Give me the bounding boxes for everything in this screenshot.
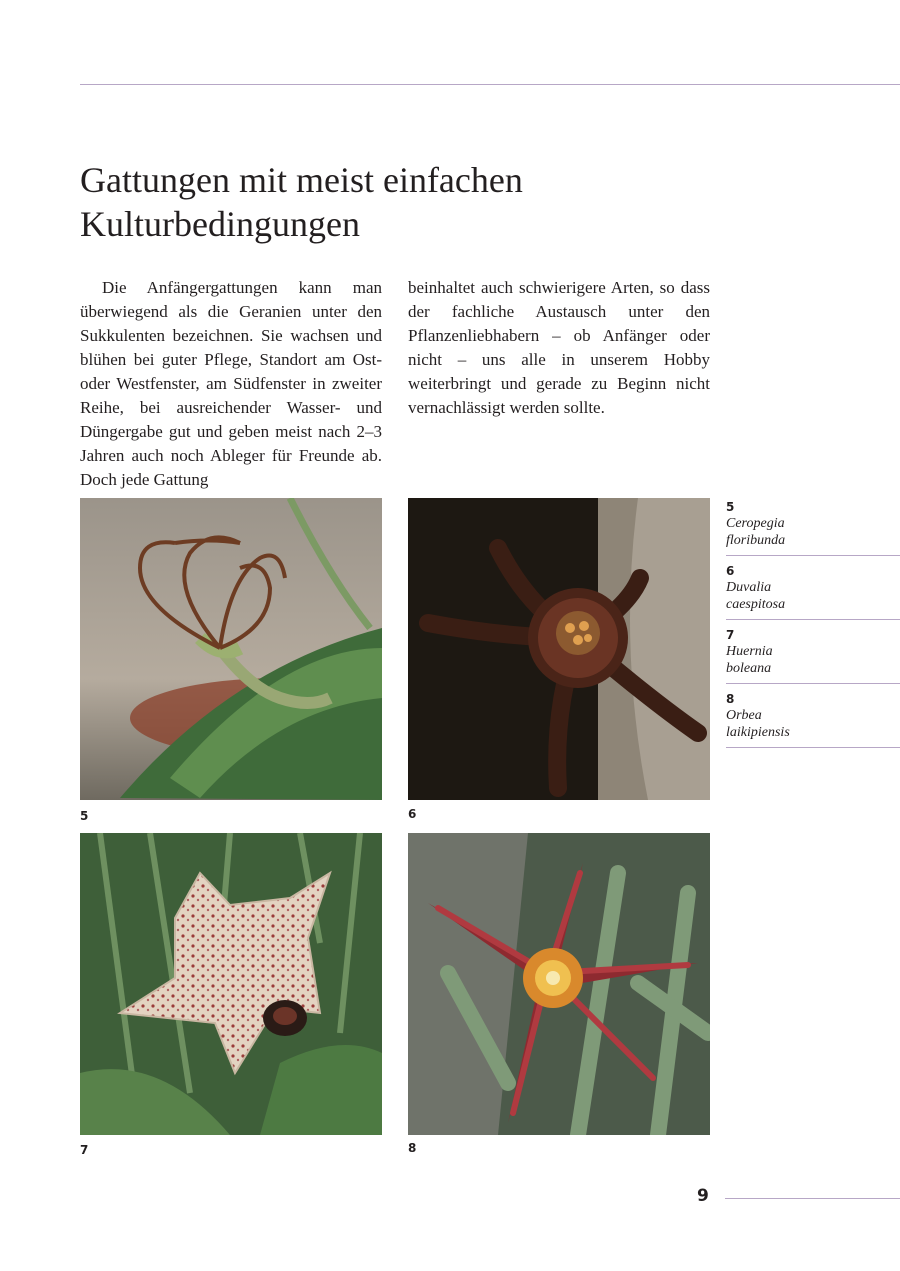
caption-species: floribunda bbox=[726, 533, 786, 548]
caption-genus: Huernia bbox=[726, 644, 773, 659]
caption-number: 8 bbox=[726, 692, 735, 706]
caption-genus: Ceropegia bbox=[726, 516, 785, 531]
caption-genus: Duvalia bbox=[726, 580, 772, 595]
caption-6 bbox=[726, 564, 900, 620]
ceropegia-flower-image bbox=[80, 498, 382, 800]
caption-number: 5 bbox=[726, 500, 735, 514]
figure-captions bbox=[726, 500, 900, 756]
photo-ceropegia-floribunda bbox=[80, 498, 382, 800]
figure-number-5: 5 bbox=[80, 809, 89, 823]
title-line-2: Kulturbedingungen bbox=[80, 204, 360, 244]
caption-number: 6 bbox=[726, 564, 735, 578]
photo-huernia-boleana bbox=[80, 833, 382, 1135]
caption-5 bbox=[726, 500, 900, 556]
figure-number-6: 6 bbox=[408, 807, 417, 821]
page-title bbox=[80, 158, 780, 246]
caption-species: laikipiensis bbox=[726, 725, 790, 740]
caption-species: boleana bbox=[726, 661, 772, 676]
caption-7 bbox=[726, 628, 900, 684]
page-number: 9 bbox=[697, 1186, 709, 1206]
body-text-right-column: beinhaltet auch schwierigere Arten, so dass der fachliche Austausch unter den Pflanzenliebhabern – ob Anfänger oder nicht – uns alle in unserem Hobby weiterbringt und gerade zu Beginn nicht vernachlässigt werden sollte. bbox=[408, 278, 710, 417]
figure-number-7: 7 bbox=[80, 1143, 89, 1157]
top-rule bbox=[80, 84, 900, 85]
bottom-rule bbox=[725, 1198, 900, 1199]
duvalia-flower-image bbox=[408, 498, 710, 800]
caption-genus: Orbea bbox=[726, 708, 762, 723]
photo-duvalia-caespitosa bbox=[408, 498, 710, 800]
huernia-flower-image bbox=[80, 833, 382, 1135]
title-line-1: Gattungen mit meist einfachen bbox=[80, 160, 523, 200]
caption-number: 7 bbox=[726, 628, 735, 642]
caption-species: caespitosa bbox=[726, 597, 786, 612]
orbea-flower-image bbox=[408, 833, 710, 1135]
photo-orbea-laikipiensis bbox=[408, 833, 710, 1135]
body-text-left-column: Die Anfängergattungen kann man überwiegend als die Geranien unter den Sukkulenten bezeichnen. Sie wachsen und blühen bei guter Pflege, Standort am Ost- oder Westfenster, am Südfenster in zweiter Reihe, bei ausreichender Wasser- und Düngergabe gut und geben meist nach 2–3 Jahren auch noch Ableger für Freunde ab. Doch jede Gattung bbox=[80, 278, 382, 489]
figure-number-8: 8 bbox=[408, 1141, 417, 1155]
caption-8 bbox=[726, 692, 900, 748]
